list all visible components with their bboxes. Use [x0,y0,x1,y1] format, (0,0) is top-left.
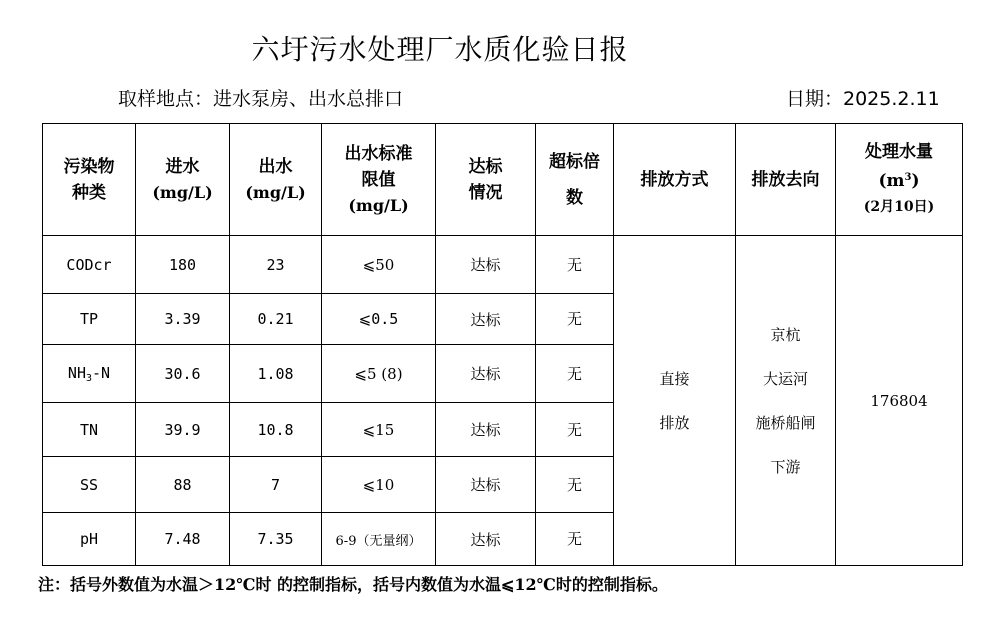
exceed-value: 无 [536,403,614,457]
exceed-value: 无 [536,294,614,345]
header-volume: 处理水量 $(m^3)$ (2月10日) [836,124,963,236]
outflow-value: 10.8 [230,403,322,457]
report-date: 日期：2025.2.11 [786,88,940,110]
limit-value: ⩽15 [322,403,436,457]
footnote: 注：括号外数值为水温＞12℃时 的控制指标，括号内数值为水温⩽12℃时的控制指标。 [38,575,668,594]
outflow-value: 0.21 [230,294,322,345]
exceed-value: 无 [536,457,614,513]
exceed-value: 无 [536,345,614,403]
report-title: 六圩污水处理厂水质化验日报 [251,33,629,66]
header-discharge-method: 排放方式 [614,124,736,236]
header-inflow: 进水 (mg/L) [136,124,230,236]
status-value: 达标 [436,345,536,403]
limit-value: ⩽5 (8) [322,345,436,403]
inflow-value: 88 [136,457,230,513]
pollutant-name: TP [43,294,136,345]
exceed-value: 无 [536,236,614,294]
header-row [43,124,963,236]
outflow-value: 7 [230,457,322,513]
pollutant-name: SS [43,457,136,513]
header-outflow: 出水 (mg/L) [230,124,322,236]
discharge-direction: 京杭 大运河 施桥船闸 下游 [736,236,836,566]
exceed-value: 无 [536,513,614,566]
pollutant-name: CODcr [43,236,136,294]
header-exceed: 超标倍 数 [536,124,614,236]
header-pollutant: 污染物 种类 [43,124,136,236]
outflow-value: 23 [230,236,322,294]
pollutant-name: TN [43,403,136,457]
treated-volume: 176804 [836,236,963,566]
limit-value: ⩽0.5 [322,294,436,345]
inflow-value: 39.9 [136,403,230,457]
outflow-value: 7.35 [230,513,322,566]
header-limit: 出水标准 限值 (mg/L) [322,124,436,236]
status-value: 达标 [436,457,536,513]
status-value: 达标 [436,294,536,345]
header-status: 达标 情况 [436,124,536,236]
status-value: 达标 [436,513,536,566]
outflow-value: 1.08 [230,345,322,403]
limit-value: ⩽50 [322,236,436,294]
limit-value: 6-9（无量纲） [322,513,436,566]
status-value: 达标 [436,236,536,294]
limit-value: ⩽10 [322,457,436,513]
inflow-value: 30.6 [136,345,230,403]
pollutant-name: $NH_3-N$ [43,345,136,403]
sampling-location: 取样地点：进水泵房、出水总排口 [118,88,404,110]
discharge-method: 直接 排放 [614,236,736,566]
inflow-value: 7.48 [136,513,230,566]
table-row [43,236,963,294]
inflow-value: 3.39 [136,294,230,345]
water-quality-table [42,123,963,566]
header-discharge-direction: 排放去向 [736,124,836,236]
inflow-value: 180 [136,236,230,294]
pollutant-name: pH [43,513,136,566]
status-value: 达标 [436,403,536,457]
